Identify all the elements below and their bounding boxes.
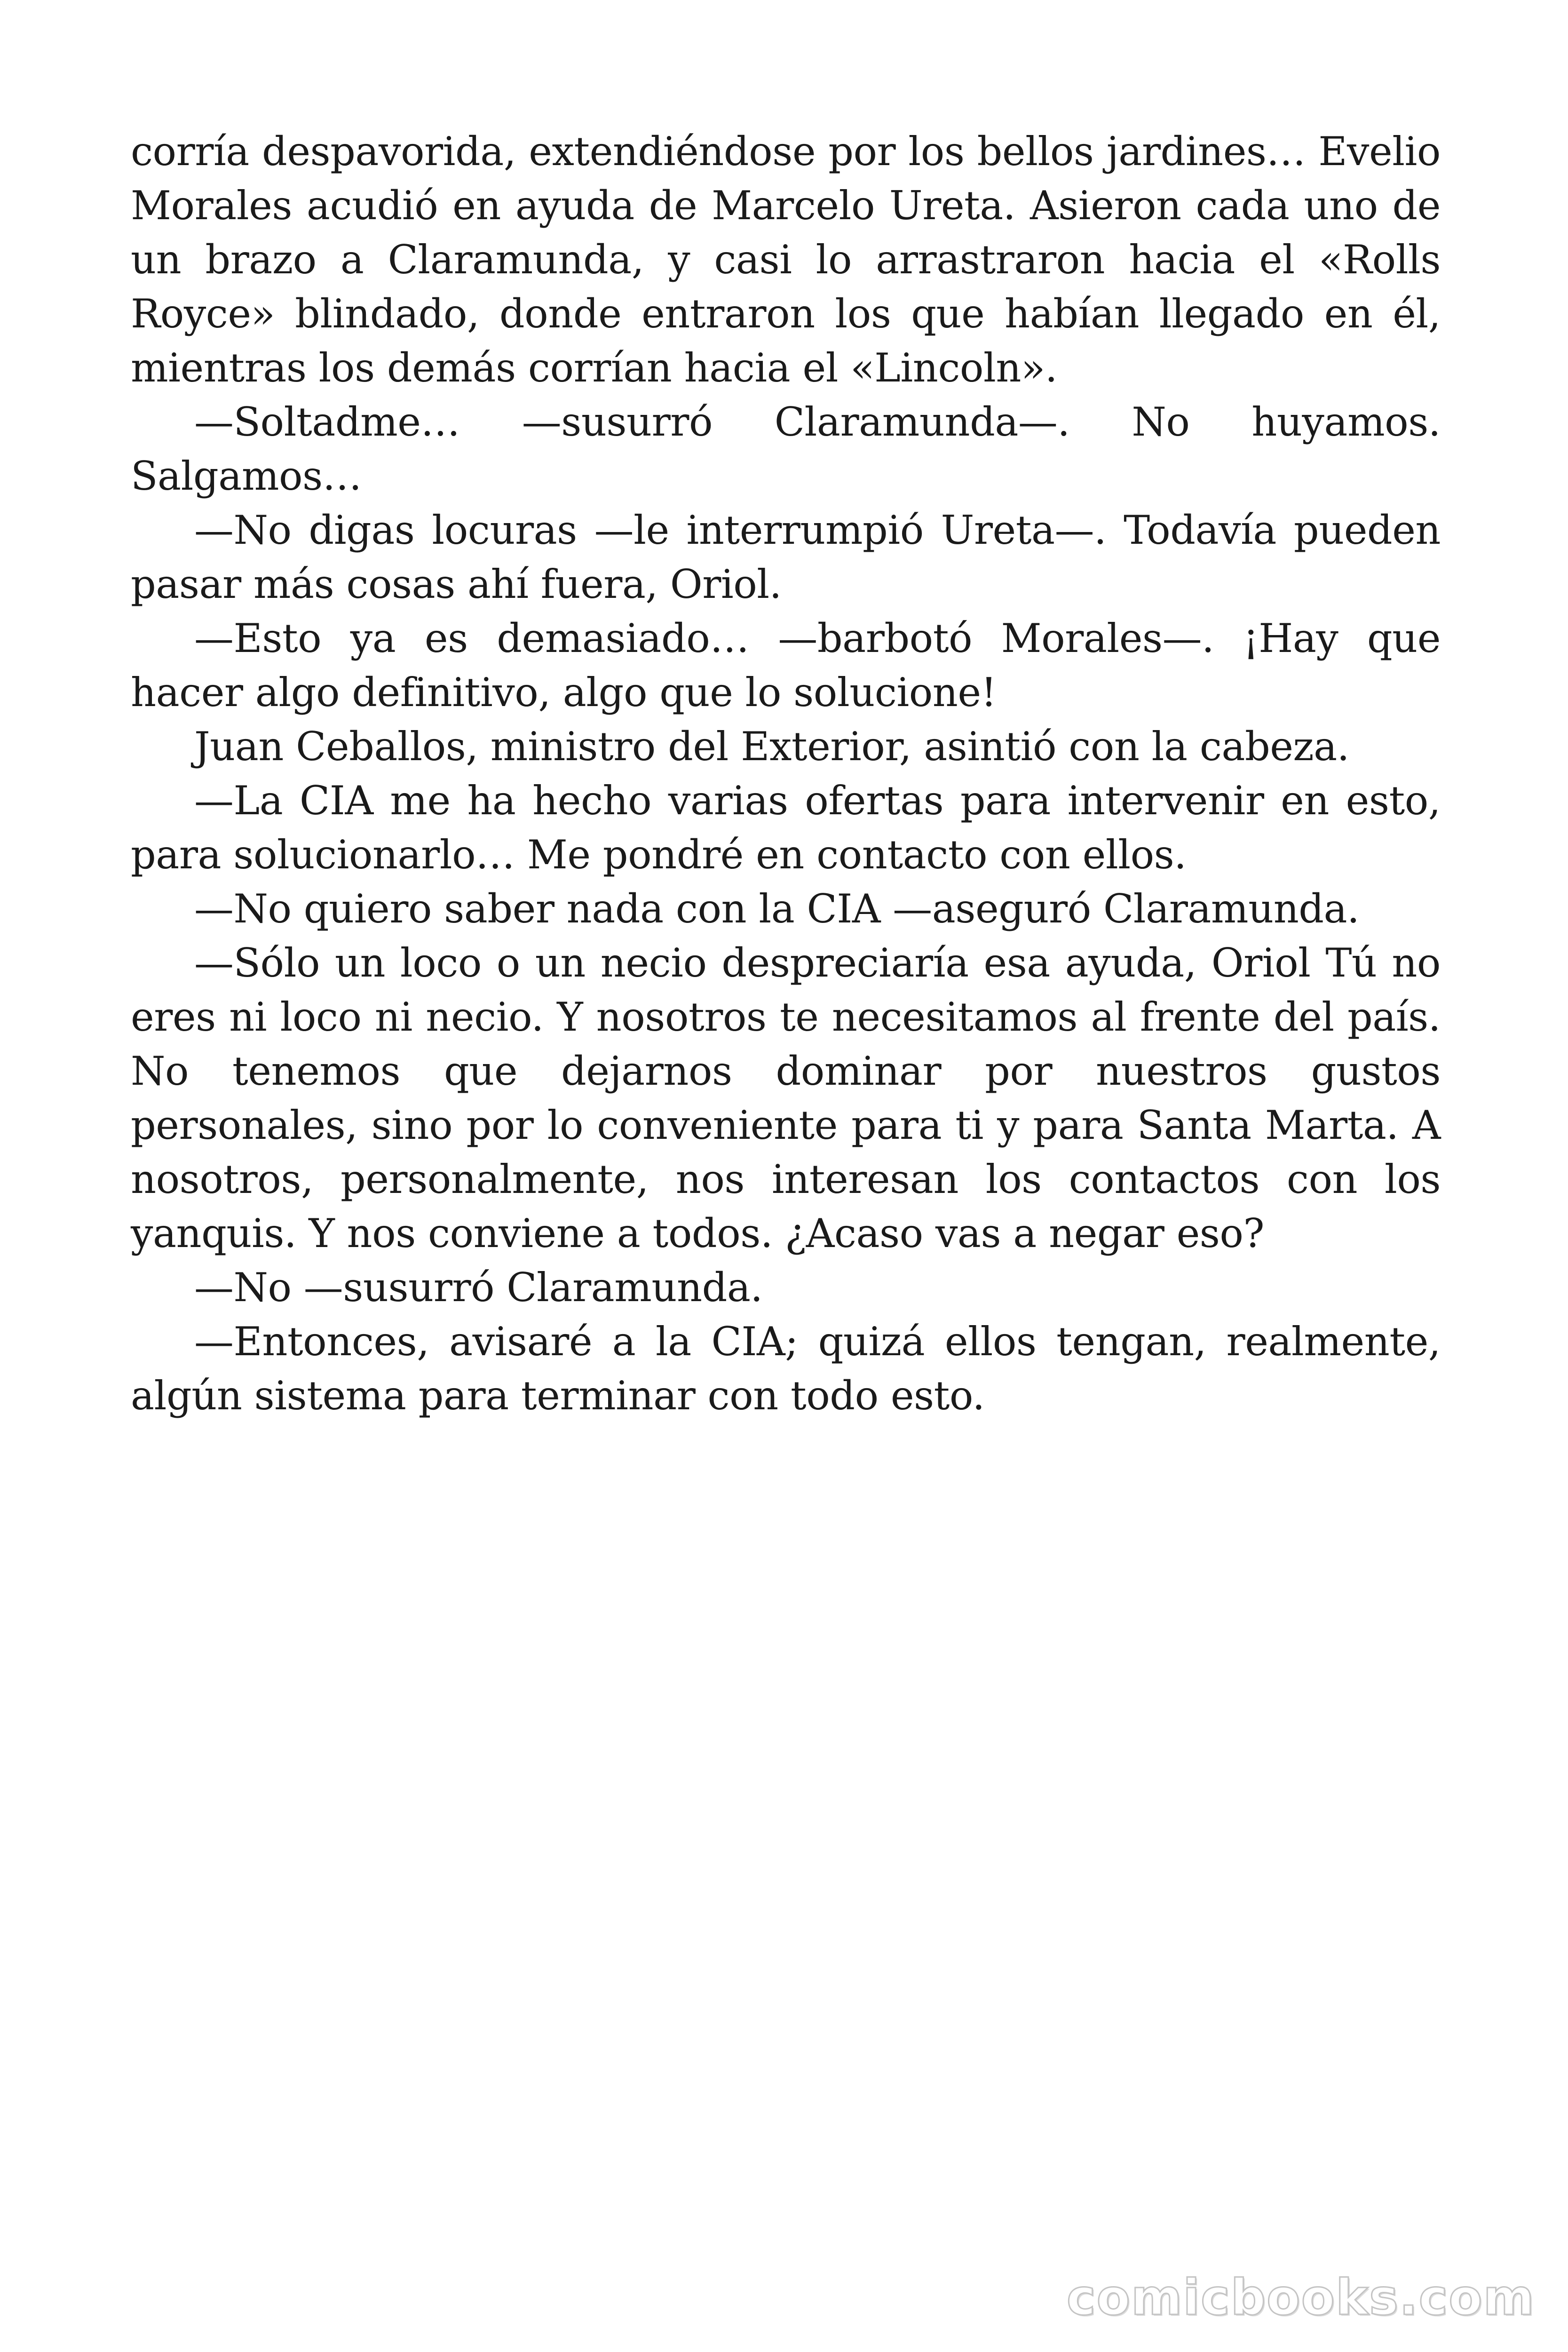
paragraph: —No digas locuras —le interrumpió Ureta—. Todavía pueden pasar más cosas ahí fuera, Oriol. bbox=[131, 507, 1441, 607]
paragraph: —Esto ya es demasiado… —barbotó Morales—. ¡Hay que hacer algo definitivo, algo que lo solucione! bbox=[131, 615, 1441, 715]
paragraph: —Sólo un loco o un necio despreciaría esa ayuda, Oriol Tú no eres ni loco ni necio. Y nosotros te necesitamos al frente del país. No tenemos que dejarnos dominar por nuestros gustos personales, sino por lo conveniente para ti y para Santa Marta. A nosotros, personalmente, nos interesan los contactos con los yanquis. Y nos conviene a todos. ¿Acaso vas a negar eso? bbox=[131, 940, 1441, 1256]
paragraph: —Entonces, avisaré a la CIA; quizá ellos tengan, realmente, algún sistema para terminar con todo esto. bbox=[131, 1319, 1441, 1419]
paragraph: —No —susurró Claramunda. bbox=[194, 1264, 763, 1311]
watermark: comicbooks.com bbox=[1066, 2269, 1535, 2326]
body-text bbox=[131, 125, 1441, 1423]
paragraph: corría despavorida, extendiéndose por los bellos jardines… Evelio Morales acudió en ayuda de Marcelo Ureta. Asieron cada uno de un brazo a Claramunda, y casi lo arrastraron hacia el «Rolls Royce» blindado, donde entraron los que habían llegado en él, mientras los demás corrían hacia el «Lincoln». bbox=[131, 128, 1441, 391]
paragraph: —No quiero saber nada con la CIA —aseguró Claramunda. bbox=[194, 886, 1360, 932]
paragraph: —La CIA me ha hecho varias ofertas para intervenir en esto, para solucionarlo… Me pondré en contacto con ellos. bbox=[131, 778, 1441, 878]
paragraph: Juan Ceballos, ministro del Exterior, asintió con la cabeza. bbox=[194, 723, 1349, 770]
paragraph: —Soltadme… —susurró Claramunda—. No huyamos. Salgamos… bbox=[131, 399, 1441, 499]
